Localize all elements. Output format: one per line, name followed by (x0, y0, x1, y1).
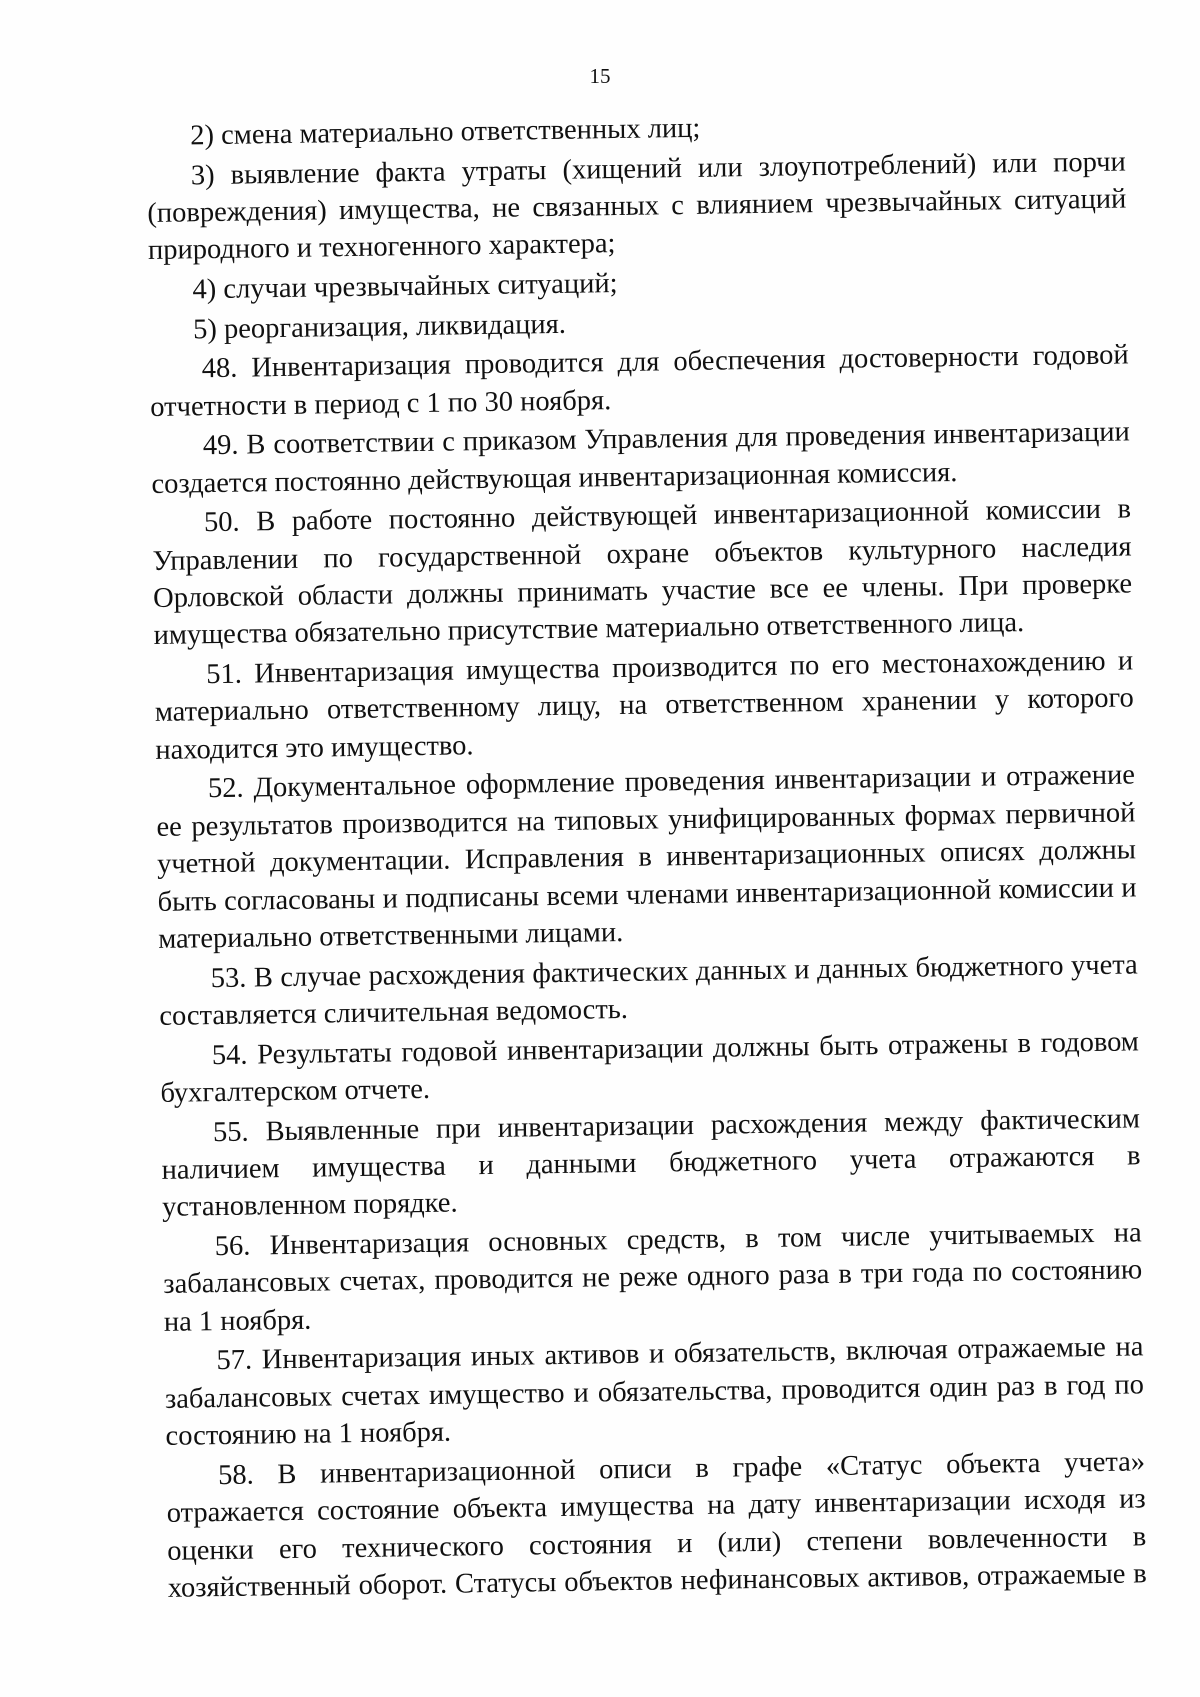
numbered-paragraph: 52. Документальное оформление проведения инвентаризации и отражение ее результатов производится на типовых унифицированных формах первичной учетной документации. Исправления в инвентаризационных описях должны быть согласованы и подписаны всеми членами инвентаризационной комиссии и материально ответственными лицами. (156, 759, 1137, 955)
numbered-paragraph: 54. Результаты годовой инвентаризации должны быть отражены в годовом бухгалтерском отчете. (160, 1026, 1140, 1109)
numbered-paragraph: 57. Инвентаризация иных активов и обязательств, включая отражаемые на забалансовых счетах имущество и обязательства, проводится один раз в год по состоянию на 1 ноября. (164, 1331, 1145, 1453)
numbered-paragraph: 49. В соответствии с приказом Управления для проведения инвентаризации создается постоянно действующая инвентаризационная комиссия. (151, 416, 1130, 500)
numbered-paragraph: 56. Инвентаризация основных средств, в том числе учитываемых на забалансовых счетах, проводится не реже одного раза в три года по состоянию на 1 ноября. (163, 1217, 1143, 1338)
numbered-paragraph: 50. В работе постоянно действующей инвентаризационной комиссии в Управлении по государственной охране объектов культурного наследия Орловской области должны принимать участие все ее члены. При проверке имущества обязательно присутствие материально ответственного лица. (152, 493, 1133, 652)
numbered-paragraph: 55. Выявленные при инвентаризации расхождения между фактическим наличием имущества и данными бюджетного учета отражаются в установленном порядке. (161, 1102, 1141, 1224)
numbered-paragraph: 58. В инвентаризационной описи в графе «Статус объекта учета» отражается состояние объекта имущества на дату инвентаризации исходя из оценки его технического состояния и (или) степени вовлеченности в хозяйственный оборот. Статусы объектов нефинансовых активов, отражаемые в (166, 1446, 1147, 1604)
list-item: 5) реорганизация, ликвидация. (192, 308, 567, 345)
list-item: 4) случаи чрезвычайных ситуаций; (192, 268, 618, 306)
list-item: 3) выявление факта утраты (хищений или злоупотреблений) или порчи (повреждения) имущества, не связанных с влиянием чрезвычайных ситуаций природного и техногенного характера; (147, 146, 1127, 267)
list-item: 2) смена материально ответственных лиц; (190, 112, 701, 152)
numbered-paragraph: 48. Инвентаризация проводится для обеспечения достоверности годовой отчетности в период с 1 по 30 ноября. (150, 339, 1129, 423)
document-body (146, 103, 1147, 1609)
page-number: 15 (589, 64, 611, 88)
numbered-paragraph: 53. В случае расхождения фактических данных и данных бюджетного учета составляется сличительная ведомость. (159, 949, 1138, 1032)
numbered-paragraph: 51. Инвентаризация имущества производится по его местонахождению и материально ответственному лицу, на ответственном хранении у которого находится это имущество. (154, 645, 1134, 766)
